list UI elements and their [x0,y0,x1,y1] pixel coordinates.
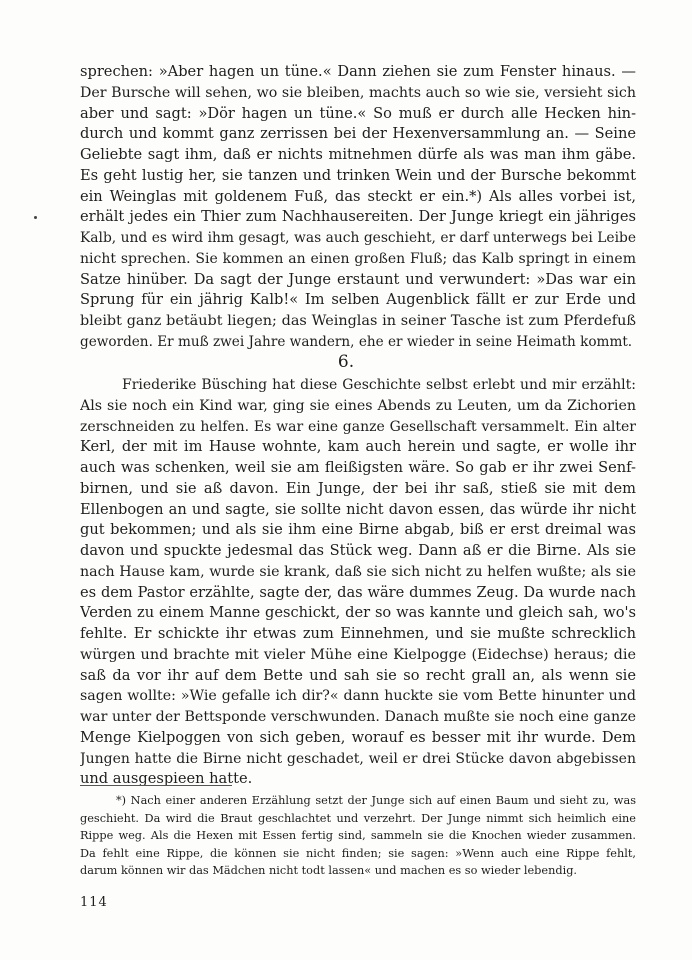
text-line: war unter der Bettsponde verschwunden. Danach mußte sie noch eine ganze [80,709,636,725]
margin-speck [34,216,37,219]
text-line: sagen wollte: »Wie gefalle ich dir?« dann huckte sie vom Bette hinunter und [80,688,636,705]
text-line: Als sie noch ein Kind war, ging sie eines Abends zu Leuten, um da Zichorien [80,397,636,414]
text-line: es dem Pastor erzählte, sagte der, das wäre dummes Zeug. Da wurde nach [80,583,636,601]
text-line: davon und spuckte jedesmal das Stück weg. Dann aß er die Birne. Als sie [80,542,636,559]
text-line: Der Bursche will sehen, wo sie bleiben, machts auch so wie sie, versieht sich [80,84,636,101]
text-line: und ausgespieen hatte. [80,770,253,788]
text-line: gut bekommen; und als sie ihm eine Birne abgab, biß er erst dreimal was [80,521,636,539]
text-line: Sprung für ein jährig Kalb!« Im selben Augenblick fällt er zur Erde und [80,291,636,309]
section-six-paragraph [80,375,636,790]
text-line: durch und kommt ganz zerrissen bei der Hexenversammlung an. — Seine [80,125,636,143]
text-line: auch was schenken, weil sie am fleißigsten wäre. So gab er ihr zwei Senf- [80,459,636,476]
section-heading: 6. [337,352,355,372]
footnote-line: Da fehlt eine Rippe, die können sie nicht finden; sie sagen: »Wenn auch eine Rippe fehlt, [80,846,636,860]
text-line: ein Weinglas mit goldenem Fuß, das steckt er ein.*) Als alles vorbei ist, [80,187,636,205]
text-line: bleibt ganz betäubt liegen; das Weinglas in seiner Tasche ist zum Pferdefuß [80,313,636,329]
text-line: Kalb, und es wird ihm gesagt, was auch geschieht, er darf unterwegs bei Leibe [80,230,636,246]
text-line: Geliebte sagt ihm, daß er nichts mitnehmen dürfe als was man ihm gäbe. [80,146,636,163]
text-line: nicht sprechen. Sie kommen an einen großen Fluß; das Kalb springt in einem [80,250,636,267]
footnote-line: *) Nach einer anderen Erzählung setzt der Junge sich auf einen Baum und sieht zu, was [116,794,636,807]
story-continuation-paragraph [80,62,636,353]
text-line: birnen, und sie aß davon. Ein Junge, der bei ihr saß, stieß sie mit dem [80,479,636,497]
text-line: Menge Kielpoggen von sich geben, worauf es besser mit ihr wurde. Dem [80,728,636,746]
text-line: nach Hause kam, wurde sie krank, daß sie sich nicht zu helfen wußte; als sie [80,563,636,580]
text-line: Jungen hatte die Birne nicht geschadet, weil er drei Stücke davon abgebissen [80,750,636,767]
text-line: Friederike Büsching hat diese Geschichte selbst erlebt und mir erzählt: [122,377,636,393]
text-line: würgen und brachte mit vieler Mühe eine Kielpogge (Eidechse) heraus; die [80,646,636,663]
text-line: zerschneiden zu helfen. Es war eine ganze Gesellschaft versammelt. Ein alter [80,418,636,435]
text-line: fehlte. Er schickte ihr etwas zum Einnehmen, und sie mußte schrecklich [80,625,636,642]
footnote [80,792,636,880]
text-line: geworden. Er muß zwei Jahre wandern, ehe er wieder in seine Heimath kommt. [80,333,633,350]
text-line: saß da vor ihr auf dem Bette und sah sie so recht grall an, als wenn sie [80,666,636,684]
footnote-line: darum können wir das Mädchen nicht todt lassen« und machen es so wieder lebendig. [80,864,578,877]
text-line: Ellenbogen an und sagte, sie sollte nicht davon essen, das würde ihr nicht [80,500,636,518]
text-line: sprechen: »Aber hagen un tüne.« Dann ziehen sie zum Fenster hinaus. — [80,63,636,80]
footnote-line: geschieht. Da wird die Braut geschlachtet und verzehrt. Der Junge nimmt sich heimlich eine [80,811,636,825]
footnote-rule [80,785,232,786]
text-line: erhält jedes ein Thier zum Nachhausereiten. Der Junge kriegt ein jähriges [80,208,636,226]
footnote-line: Rippe weg. Als die Hexen mit Essen fertig sind, sammeln sie die Knochen wieder zusammen. [80,829,636,842]
text-line: Es geht lustig her, sie tanzen und trinken Wein und der Bursche bekommt [80,166,636,184]
text-line: Satze hinüber. Da sagt der Junge erstaunt und verwundert: »Das war ein [80,270,636,288]
text-line: Verden zu einem Manne geschickt, der so was kannte und gleich sah, wo's [80,604,636,622]
text-line: Kerl, der mit im Hause wohnte, kam auch herein und sagte, er wolle ihr [80,438,636,456]
page-number: 114 [80,895,108,910]
text-line: aber und sagt: »Dör hagen un tüne.« So muß er durch alle Hecken hin- [80,104,636,122]
